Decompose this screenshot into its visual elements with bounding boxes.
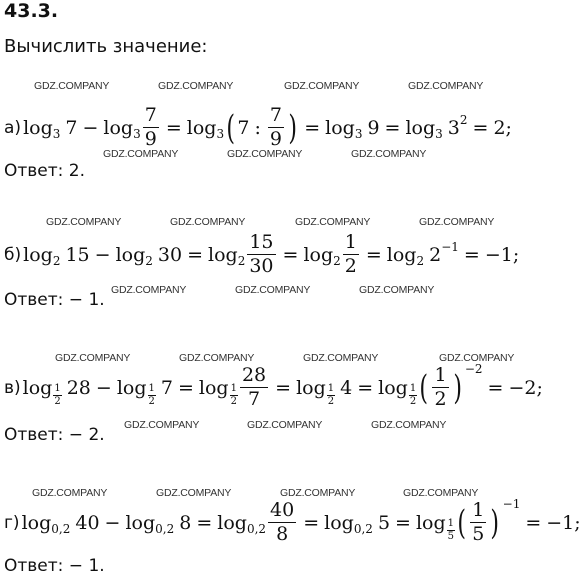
- fraction: $\frac{28}{7}$: [241, 364, 267, 410]
- problem-number: 43.3.: [4, 0, 59, 22]
- fraction: $\frac{40}{8}$: [270, 499, 295, 545]
- fraction: $\frac{7}{9}$: [144, 104, 157, 150]
- watermark: GDZ.COMPANY: [280, 487, 356, 499]
- equals-sign: =: [525, 511, 542, 534]
- log-base-fraction: $\frac{1}{2}$: [230, 383, 237, 407]
- watermark: GDZ.COMPANY: [34, 80, 110, 92]
- equals-sign: =: [187, 243, 203, 266]
- watermark: GDZ.COMPANY: [247, 419, 323, 431]
- log-fn: log: [324, 511, 354, 534]
- log-fn: log: [217, 511, 247, 534]
- equation-c: [4, 362, 543, 410]
- left-paren: (: [457, 502, 466, 543]
- watermark: GDZ.COMPANY: [371, 419, 447, 431]
- log-base-fraction: $\frac{1}{2}$: [327, 383, 335, 407]
- result: −1;: [484, 243, 520, 266]
- watermark: GDZ.COMPANY: [359, 284, 435, 296]
- log-fn: log: [23, 116, 53, 139]
- log-arg: 15: [65, 243, 90, 266]
- part-label: б): [4, 244, 22, 265]
- watermark: GDZ.COMPANY: [124, 419, 200, 431]
- equals-sign: =: [472, 116, 489, 139]
- watermark: GDZ.COMPANY: [156, 487, 232, 499]
- log-fn: log: [21, 511, 52, 534]
- fraction: $\frac{7}{9}$: [269, 104, 282, 150]
- right-paren: ): [288, 107, 297, 148]
- exponent: −1: [502, 497, 521, 511]
- watermark: GDZ.COMPANY: [170, 216, 246, 228]
- log-arg: 9: [367, 116, 380, 139]
- watermark: GDZ.COMPANY: [303, 352, 379, 364]
- log-base-fraction: $\frac{1}{2}$: [148, 383, 155, 407]
- log-arg: 7: [65, 116, 78, 139]
- answer-a: Ответ: 2.: [4, 161, 86, 181]
- log-arg: 28: [66, 376, 91, 399]
- equals-sign: =: [177, 376, 194, 399]
- watermark: GDZ.COMPANY: [419, 216, 495, 228]
- watermark: GDZ.COMPANY: [351, 148, 427, 160]
- log-base-fraction: $\frac{1}{2}$: [54, 383, 61, 407]
- watermark: GDZ.COMPANY: [32, 487, 108, 499]
- part-label: а): [4, 117, 22, 138]
- log-fn: log: [208, 243, 238, 266]
- equals-sign: =: [365, 243, 382, 266]
- equals-sign: =: [487, 376, 504, 399]
- log-base-fraction: $\frac{1}{5}$: [447, 518, 455, 542]
- fraction: $\frac{1}{5}$: [472, 499, 485, 545]
- equation-a: а) log $_3$ 7 − log $_3$ $\frac{7}{9}$ = log $_3$ ( 7 : $\frac{7}{9}$ ) = log $_3$ 9 = log $_3$ 3 $^2$ = 2;: [4, 104, 512, 150]
- right-paren: ): [490, 502, 500, 543]
- watermark: GDZ.COMPANY: [103, 148, 179, 160]
- task-statement: Вычислить значение:: [4, 36, 208, 57]
- watermark: GDZ.COMPANY: [158, 80, 234, 92]
- equals-sign: =: [304, 116, 321, 139]
- fraction: $\frac{15}{30}$: [249, 231, 274, 277]
- log-arg: 40: [75, 511, 100, 534]
- watermark: GDZ.COMPANY: [403, 487, 479, 499]
- power-base: 2: [429, 243, 442, 266]
- watermark: GDZ.COMPANY: [295, 216, 371, 228]
- watermark: GDZ.COMPANY: [439, 352, 515, 364]
- log-fn: log: [405, 116, 436, 139]
- log-arg: 5: [377, 511, 391, 534]
- log-fn: log: [22, 376, 53, 399]
- equation-b: б) log $_2$ 15 − log $_2$ 30 = log $_2$ $\frac{15}{30}$ = log $_2$ $\frac{1}{2}$ = log $_2$ 2 $^{-1}$ = −1;: [4, 231, 520, 277]
- fraction: $\frac{1}{2}$: [434, 364, 447, 410]
- log-arg: 4: [340, 376, 353, 399]
- log-fn: log: [415, 511, 446, 534]
- log-fn: log: [115, 243, 146, 266]
- inner-value: 7: [237, 116, 250, 139]
- answer-c: Ответ: − 2.: [4, 425, 105, 445]
- result: −2;: [508, 376, 543, 399]
- log-fn: log: [198, 376, 229, 399]
- equals-sign: =: [357, 376, 374, 399]
- equals-sign: =: [282, 243, 299, 266]
- watermark: GDZ.COMPANY: [284, 80, 360, 92]
- divide-sign: :: [254, 116, 261, 139]
- watermark: GDZ.COMPANY: [235, 284, 311, 296]
- equals-sign: =: [303, 511, 320, 534]
- log-fn: log: [125, 511, 156, 534]
- answer-d: Ответ: − 1.: [4, 556, 105, 576]
- watermark: GDZ.COMPANY: [408, 80, 484, 92]
- power-base: 3: [447, 116, 460, 139]
- log-arg: 30: [157, 243, 183, 266]
- right-paren: ): [452, 367, 462, 408]
- log-fn: log: [186, 116, 217, 139]
- watermark: GDZ.COMPANY: [111, 284, 187, 296]
- log-fn: log: [116, 376, 147, 399]
- log-fn: log: [103, 116, 134, 139]
- log-arg: 7: [160, 376, 173, 399]
- log-fn: log: [296, 376, 326, 399]
- result: 2;: [493, 116, 512, 139]
- watermark: GDZ.COMPANY: [55, 352, 131, 364]
- left-paren: (: [226, 107, 236, 148]
- log-fn: log: [386, 243, 417, 266]
- equals-sign: =: [196, 511, 213, 534]
- log-fn: log: [378, 376, 408, 399]
- equals-sign: =: [463, 243, 480, 266]
- watermark: GDZ.COMPANY: [179, 352, 255, 364]
- part-label: г): [4, 512, 20, 533]
- answer-b: Ответ: − 1.: [4, 290, 105, 310]
- log-fn: log: [23, 243, 53, 266]
- result: −1;: [546, 511, 581, 534]
- equation-d: г) log $_{0,2}$ 40 − log $_{0,2}$ 8 = log $_{0,2}$ $\frac{40}{8}$ = log $_{0,2}$ 5 = log $\frac{1}{5}$ ( $\frac{1}{5}$ ) −1 = −1;: [4, 497, 581, 545]
- log-base-fraction: $\frac{1}{2}$: [409, 383, 417, 407]
- minus-sign: −: [94, 243, 111, 266]
- log-fn: log: [325, 116, 355, 139]
- watermark: GDZ.COMPANY: [46, 216, 122, 228]
- minus-sign: −: [104, 511, 121, 534]
- equals-sign: =: [165, 116, 182, 139]
- log-arg: 8: [179, 511, 192, 534]
- left-paren: (: [419, 367, 429, 408]
- fraction: $\frac{1}{2}$: [344, 231, 357, 277]
- exponent: −2: [464, 362, 483, 376]
- minus-sign: −: [95, 376, 112, 399]
- equals-sign: =: [384, 116, 401, 139]
- log-fn: log: [303, 243, 334, 266]
- watermark: GDZ.COMPANY: [227, 148, 303, 160]
- equals-sign: =: [275, 376, 292, 399]
- minus-sign: −: [82, 116, 99, 139]
- part-label: в): [4, 377, 21, 398]
- equals-sign: =: [395, 511, 411, 534]
